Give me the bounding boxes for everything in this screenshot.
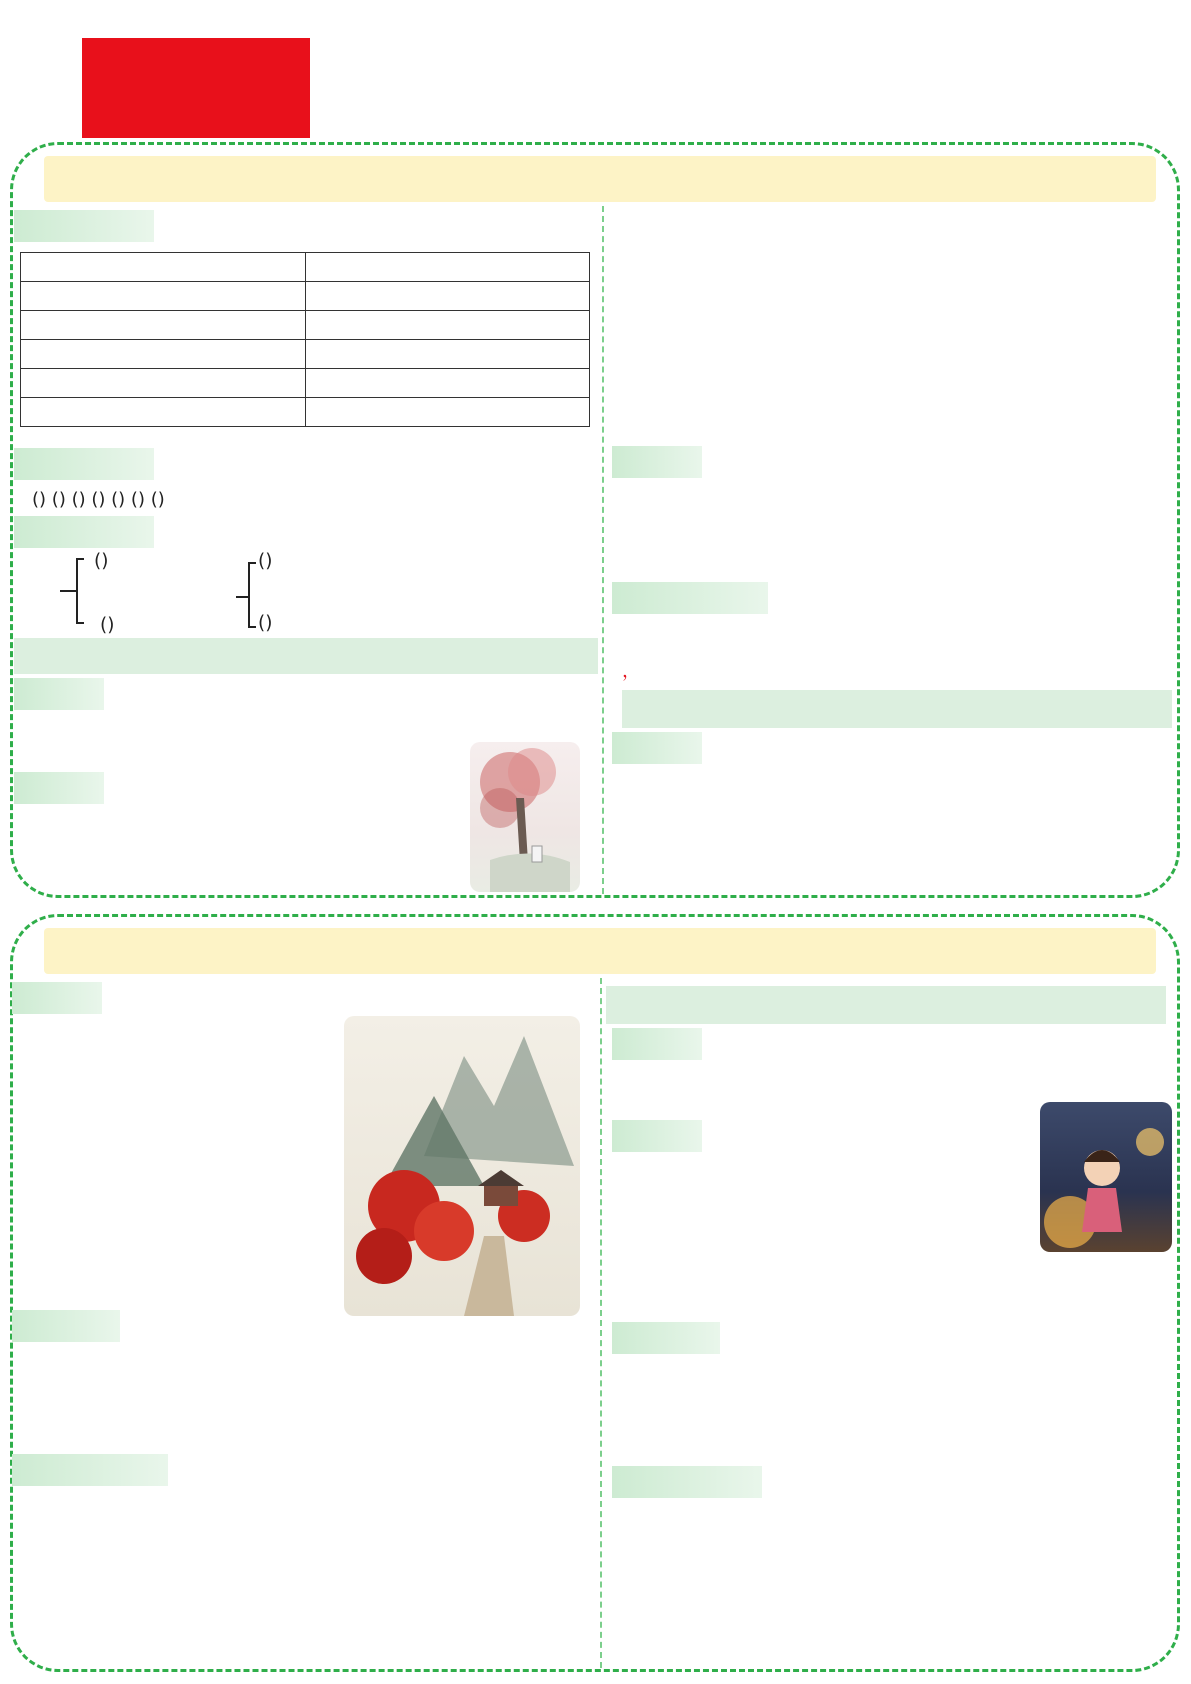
year-badge <box>82 38 310 138</box>
poem-title-yeshusuojian <box>606 986 1166 1024</box>
recognize-item: () <box>71 489 92 510</box>
recognize-item: () <box>91 489 112 510</box>
bottom-divider <box>600 978 602 1668</box>
word-row <box>21 282 590 311</box>
author-heading-2 <box>612 732 702 764</box>
painting-autumn-moon <box>470 742 580 892</box>
top-banner <box>44 156 1156 202</box>
author-heading-3 <box>612 1028 702 1060</box>
theme-heading-3 <box>612 1466 762 1498</box>
poly-tiao-a: () <box>258 551 273 572</box>
theme1-line2: ， <box>622 661 641 682</box>
mountain-maple-illustration <box>344 1016 580 1316</box>
word-cell <box>305 398 590 427</box>
word-cell <box>305 253 590 282</box>
picture-child-night <box>1040 1102 1172 1252</box>
poly-brace-tiao-stem <box>236 596 248 598</box>
poly-mo-a: () <box>94 551 109 572</box>
word-cell <box>305 340 590 369</box>
section-write-chars <box>14 210 154 242</box>
section-recognize-chars <box>14 448 154 480</box>
write-chars-table <box>20 252 590 427</box>
word-cell <box>21 340 306 369</box>
meaning-heading-3 <box>612 1322 720 1354</box>
poly-brace-mo-stem <box>60 590 76 592</box>
author-heading-1 <box>14 678 104 710</box>
recognize-item: () <box>130 489 151 510</box>
notes-heading-2 <box>12 982 102 1014</box>
word-row <box>21 311 590 340</box>
poem-title-shanxing <box>622 690 1172 728</box>
autumn-tree-illustration <box>470 742 580 892</box>
word-cell <box>305 369 590 398</box>
poly-brace-mo <box>76 558 84 624</box>
word-cell <box>21 311 306 340</box>
notes-heading-3 <box>612 1120 702 1152</box>
theme-heading-1 <box>612 582 768 614</box>
poly-mo-b: () <box>100 615 115 636</box>
recognize-item: () <box>51 489 72 510</box>
word-cell <box>305 282 590 311</box>
word-cell <box>21 369 306 398</box>
word-cell <box>21 398 306 427</box>
recognize-item: () <box>150 489 165 510</box>
bottom-panel <box>10 914 1180 1672</box>
meaning-heading-2 <box>12 1310 120 1342</box>
painting-mountain-maple <box>344 1016 580 1316</box>
meaning-heading-1 <box>612 446 702 478</box>
recognize-item: () <box>32 489 52 510</box>
poly-brace-tiao <box>248 562 256 628</box>
notes-heading-1 <box>14 772 104 804</box>
word-cell <box>21 253 306 282</box>
word-cell <box>21 282 306 311</box>
theme-heading-2 <box>12 1454 168 1486</box>
word-row <box>21 340 590 369</box>
recognize-chars-line <box>32 484 165 516</box>
word-row <box>21 253 590 282</box>
child-night-illustration <box>1040 1102 1172 1252</box>
recognize-item: () <box>111 489 131 510</box>
section-polyphone <box>14 516 154 548</box>
word-row <box>21 369 590 398</box>
bottom-banner <box>44 928 1156 974</box>
top-divider <box>602 206 604 894</box>
poly-tiao-b: () <box>258 613 273 634</box>
word-row <box>21 398 590 427</box>
poem-title-wangdongting <box>14 638 598 674</box>
word-cell <box>305 311 590 340</box>
